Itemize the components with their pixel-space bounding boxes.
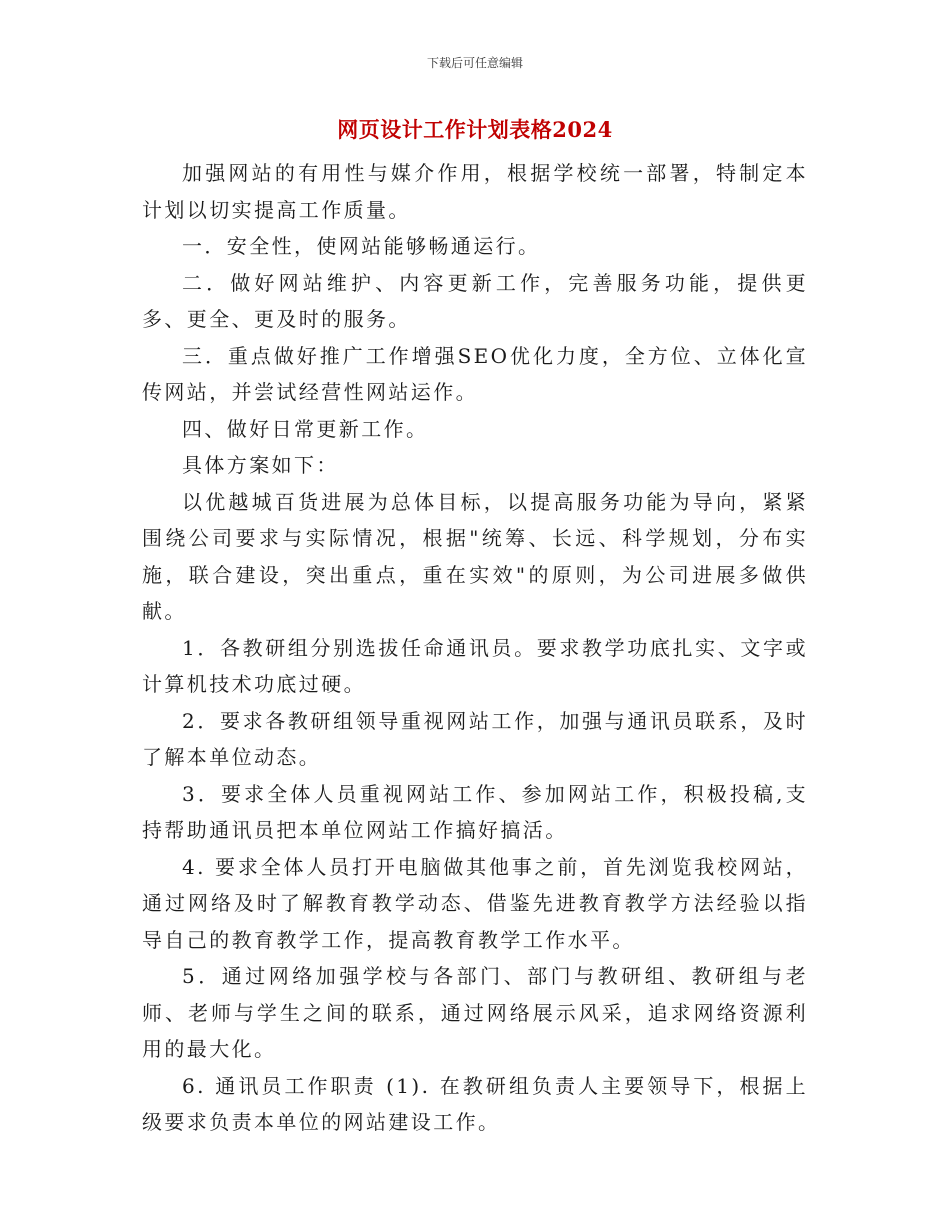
document-body (142, 155, 808, 1141)
paragraph-step-1: 1．各教研组分别选拔任命通讯员。要求教学功底扎实、文字或计算机技术功底过硬。 (142, 635, 808, 696)
paragraph-plan-heading: 具体方案如下： (182, 453, 339, 477)
page-header-note: 下载后可任意编辑 (426, 56, 523, 70)
paragraph-item-2: 二．做好网站维护、内容更新工作，完善服务功能，提供更多、更全、更及时的服务。 (142, 270, 808, 331)
paragraph-intro: 加强网站的有用性与媒介作用，根据学校统一部署，特制定本计划以切实提高工作质量。 (142, 161, 808, 222)
paragraph-step-4: 4. 要求全体人员打开电脑做其他事之前，首先浏览我校网站，通过网络及时了解教育教学动态、借鉴先进教育教学方法经验以指导自己的教育教学工作，提高教育教学工作水平。 (142, 854, 808, 952)
paragraph-step-6: 6. 通讯员工作职责 (1). 在教研组负责人主要领导下，根据上级要求负责本单位的网站建设工作。 (142, 1073, 808, 1134)
paragraph-item-1: 一．安全性，使网站能够畅通运行。 (182, 234, 541, 258)
paragraph-item-3: 三．重点做好推广工作增强SEO优化力度，全方位、立体化宣传网站，并尝试经营性网站运作。 (142, 343, 808, 404)
paragraph-step-2: 2．要求各教研组领导重视网站工作，加强与通讯员联系，及时了解本单位动态。 (142, 708, 808, 769)
paragraph-step-5: 5．通过网络加强学校与各部门、部门与教研组、教研组与老师、老师与学生之间的联系，通过网络展示风采，追求网络资源利用的最大化。 (142, 964, 808, 1061)
paragraph-step-3: 3．要求全体人员重视网站工作、参加网站工作，积极投稿,支持帮助通讯员把本单位网站工作搞好搞活。 (142, 781, 808, 842)
document-title: 网页设计工作计划表格2024 (337, 117, 613, 142)
paragraph-goal: 以优越城百货进展为总体目标，以提高服务功能为导向，紧紧围绕公司要求与实际情况，根据"统筹、长远、科学规划，分布实施，联合建设，突出重点，重在实效"的原则，为公司进展多做供献。 (142, 489, 808, 623)
paragraph-item-4: 四、做好日常更新工作。 (182, 416, 429, 441)
